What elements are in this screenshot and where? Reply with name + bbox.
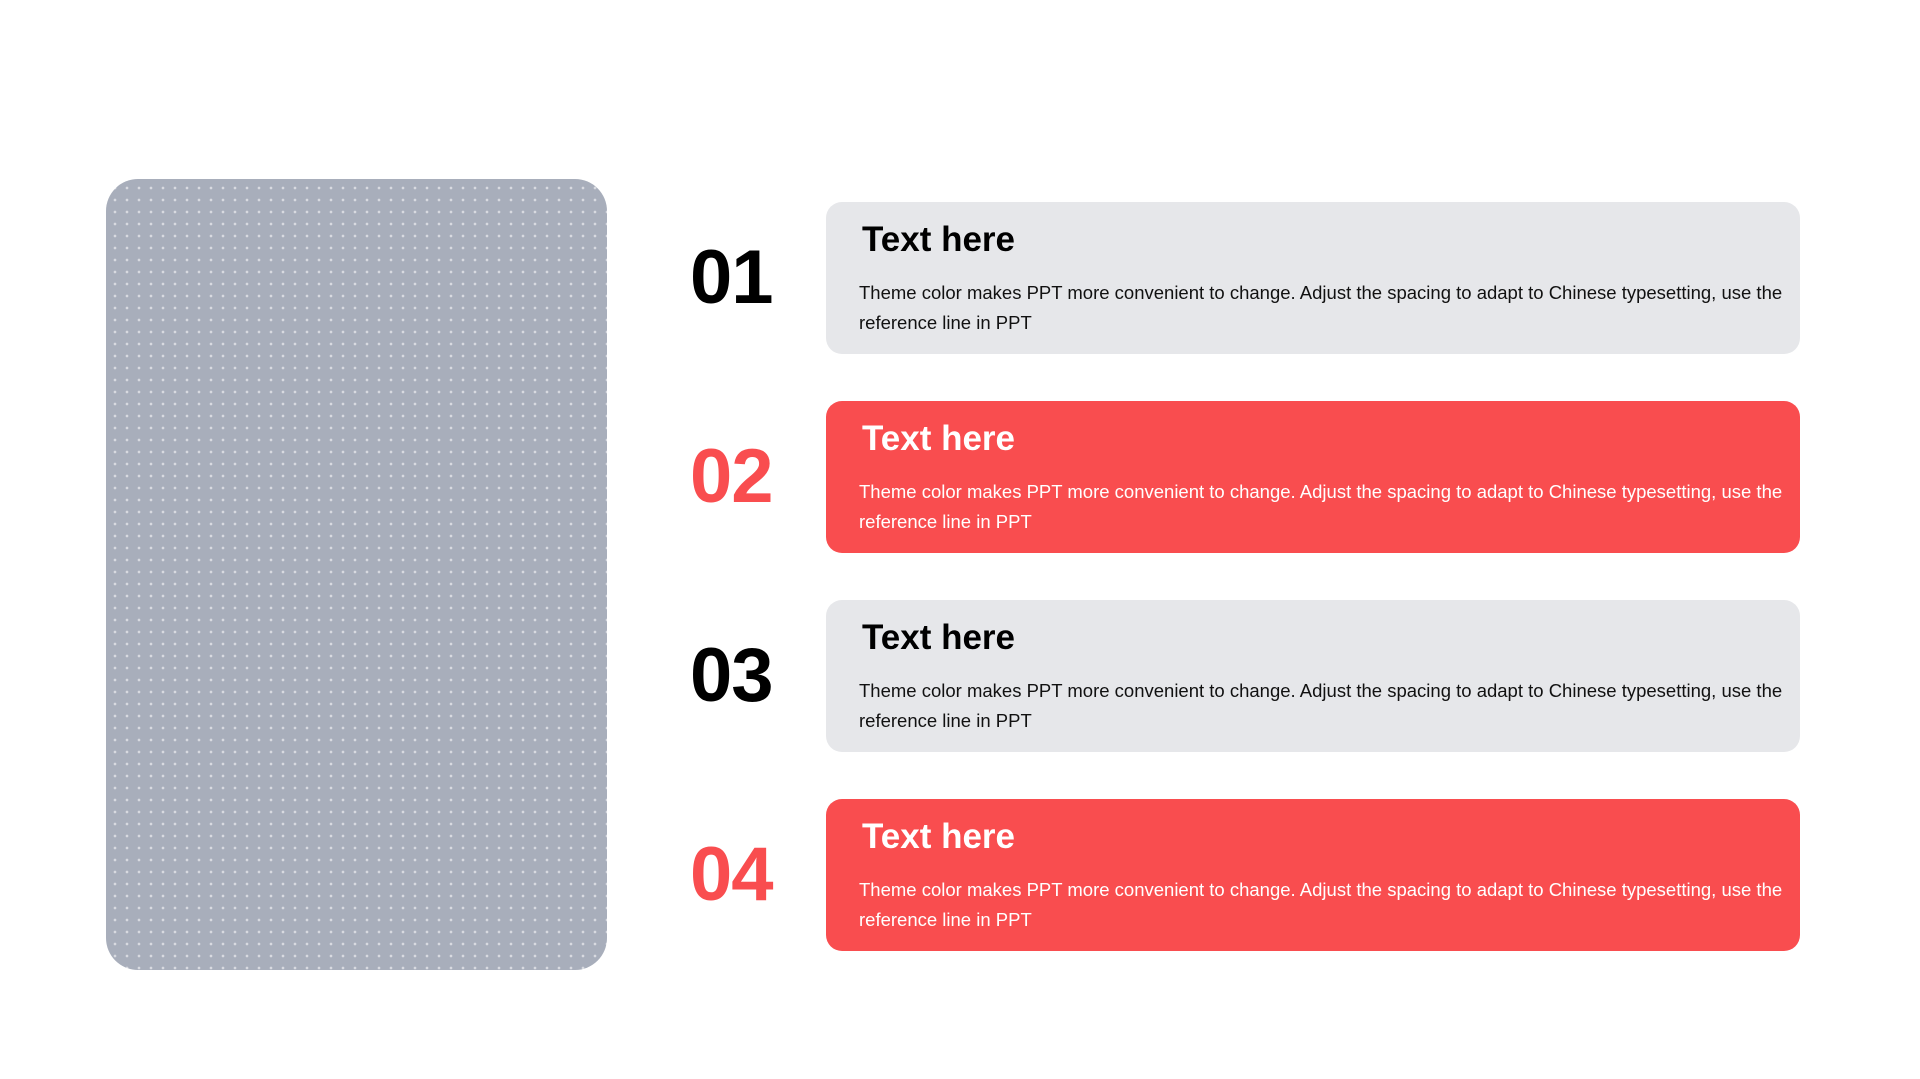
- item-number: 04: [690, 832, 773, 917]
- item-card: [826, 202, 1800, 354]
- item-description: Theme color makes PPT more convenient to change. Adjust the spacing to adapt to Chinese typesetting, use the reference line in PPT: [859, 680, 1783, 731]
- item-card: [826, 799, 1800, 951]
- item-title: Text here: [862, 618, 1016, 657]
- list-item-02: [690, 401, 1800, 553]
- item-card: [826, 600, 1800, 752]
- item-number: 02: [690, 434, 773, 519]
- item-title: Text here: [862, 817, 1016, 856]
- item-title: Text here: [862, 220, 1016, 259]
- item-description: Theme color makes PPT more convenient to change. Adjust the spacing to adapt to Chinese typesetting, use the reference line in PPT: [859, 879, 1783, 930]
- list-item-03: [690, 600, 1800, 752]
- item-description: Theme color makes PPT more convenient to change. Adjust the spacing to adapt to Chinese typesetting, use the reference line in PPT: [859, 481, 1783, 532]
- item-number: 01: [690, 235, 773, 320]
- item-number: 03: [690, 633, 773, 718]
- item-card: [826, 401, 1800, 553]
- list-item-01: [690, 202, 1800, 354]
- list-item-04: [690, 799, 1800, 951]
- item-title: Text here: [862, 419, 1016, 458]
- item-description: Theme color makes PPT more convenient to change. Adjust the spacing to adapt to Chinese typesetting, use the reference line in PPT: [859, 282, 1783, 333]
